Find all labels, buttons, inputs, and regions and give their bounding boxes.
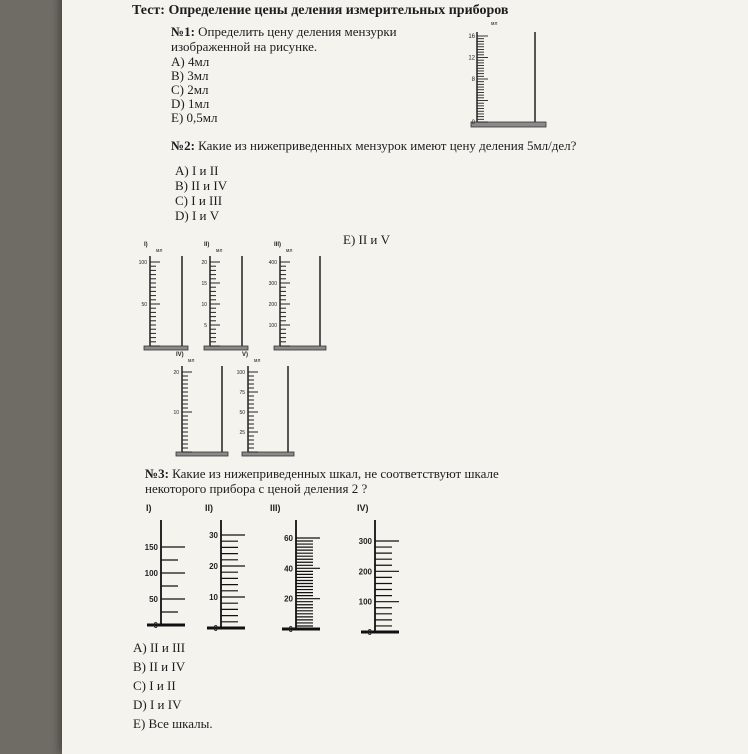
cylinder-scale-label: 75 xyxy=(239,390,245,396)
cylinder-scale-label: 20 xyxy=(173,370,179,376)
cylinder-unit-label: мл xyxy=(286,248,293,254)
cylinder-unit-label: мл xyxy=(491,21,498,27)
q1-option-a: A) 4мл xyxy=(171,54,210,69)
cylinder-scale-label: 16 xyxy=(468,34,475,40)
scale-value-label: 100 xyxy=(144,569,158,578)
scale-value-label: 300 xyxy=(358,537,372,546)
scale-value-label: 30 xyxy=(209,531,218,540)
cylinder-scale-label: 100 xyxy=(268,323,277,329)
cylinder-scale-label: 10 xyxy=(173,410,179,416)
scale-roman-label: IV) xyxy=(357,503,369,513)
cylinder-scale-label: 12 xyxy=(468,55,475,62)
scale-value-label: 150 xyxy=(144,543,158,552)
cylinder-roman-label: II) xyxy=(204,242,210,248)
scale-value-label: 0 xyxy=(213,624,218,633)
q1-option-e: E) 0,5мл xyxy=(171,110,218,125)
cylinder-unit-label: мл xyxy=(254,358,261,364)
q2-option-c: C) I и III xyxy=(175,193,223,208)
scale-value-label: 10 xyxy=(209,593,218,602)
cylinder-unit-label: мл xyxy=(216,248,223,254)
q3-option-c: C) I и II xyxy=(133,678,176,693)
q1-option-d: D) 1мл xyxy=(171,96,210,111)
q1-option-b: B) 3мл xyxy=(171,68,209,83)
cylinder-scale-label: 20 xyxy=(201,260,207,266)
scale-roman-label: II) xyxy=(205,503,213,513)
q2-option-d: D) I и V xyxy=(175,208,220,223)
scale-value-label: 60 xyxy=(284,534,293,543)
scale-value-label: 0 xyxy=(153,621,158,630)
q1-question-cont: изображенной на рисунке. xyxy=(171,39,318,54)
cylinder-scale-label: 10 xyxy=(201,302,207,308)
scale-value-label: 100 xyxy=(358,597,372,607)
scale-roman-label: I) xyxy=(146,503,152,513)
cylinder-scale-label: 15 xyxy=(201,281,207,287)
cylinder-scale-label: 100 xyxy=(236,370,245,376)
cylinder-roman-label: IV) xyxy=(176,352,184,358)
cylinder-scale-label: 100 xyxy=(138,260,147,266)
q3-question: №3: Какие из нижеприведенных шкал, не соответствуют шкале xyxy=(145,466,499,481)
q2-option-b: B) II и IV xyxy=(175,178,228,193)
scale-value-label: 20 xyxy=(284,594,293,604)
cylinder-scale-label: 8 xyxy=(471,77,475,83)
scale-value-label: 0 xyxy=(288,625,293,634)
q3-option-d: D) I и IV xyxy=(133,697,182,712)
q3-option-b: B) II и IV xyxy=(133,659,186,674)
q3-option-e: E) Все шкалы. xyxy=(133,716,213,731)
q1-question: №1: Определить цену деления мензурки xyxy=(171,24,397,39)
scale-value-label: 50 xyxy=(149,595,158,604)
cylinder-roman-label: I) xyxy=(144,242,148,248)
cylinder-scale-label: 25 xyxy=(239,430,245,436)
cylinder-scale-label: 400 xyxy=(268,260,277,266)
scale-roman-label: III) xyxy=(270,503,281,513)
cylinder-scale-label: 50 xyxy=(239,410,245,416)
q3-question-cont: некоторого прибора с ценой деления 2 ? xyxy=(145,481,368,496)
cylinder-roman-label: V) xyxy=(242,352,248,358)
q1-option-c: C) 2мл xyxy=(171,82,209,97)
cylinder-scale-label: 300 xyxy=(268,281,277,287)
cylinder-scale-label: 0 xyxy=(471,120,475,126)
cylinder-scale-label: 5 xyxy=(204,323,207,329)
cylinder-unit-label: мл xyxy=(188,358,195,364)
cylinder-unit-label: мл xyxy=(156,248,163,254)
cylinder-roman-label: III) xyxy=(274,242,281,248)
q2-option-e: E) II и V xyxy=(343,232,391,247)
q3-option-a: A) II и III xyxy=(133,640,186,655)
scale-value-label: 20 xyxy=(209,562,218,571)
cylinder-scale-label: 50 xyxy=(141,302,147,308)
q2-question: №2: Какие из нижеприведенных мензурок имеют цену деления 5мл/дел? xyxy=(171,138,577,153)
scale-value-label: 0 xyxy=(367,628,372,637)
scale-value-label: 40 xyxy=(284,564,293,574)
cylinder-scale-label: 200 xyxy=(268,302,277,308)
scale-value-label: 200 xyxy=(358,567,372,577)
q2-option-a: A) I и II xyxy=(175,163,219,178)
page-title: Тест: Определение цены деления измерительных приборов xyxy=(132,3,509,18)
